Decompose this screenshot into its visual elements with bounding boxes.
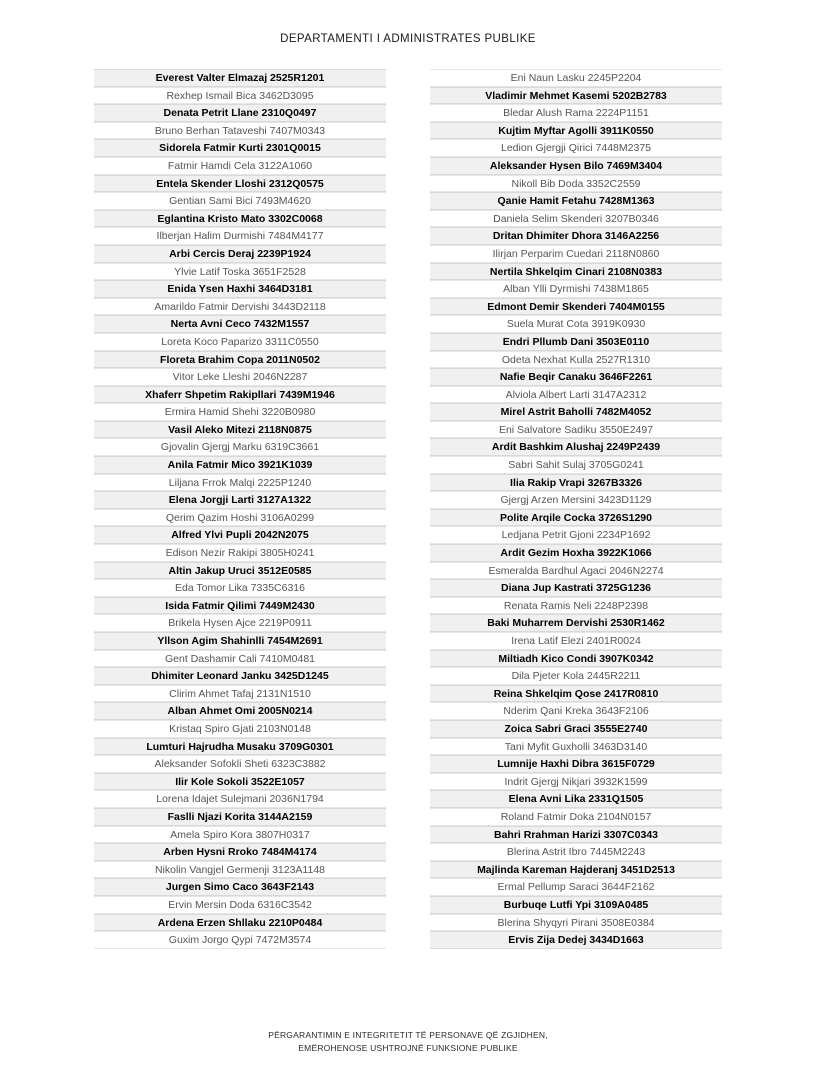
list-item: Aleksander Sofokli Sheti 6323C3882	[94, 755, 386, 773]
list-item: Alviola Albert Larti 3147A2312	[430, 386, 722, 404]
list-item: Kristaq Spiro Gjati 2103N0148	[94, 720, 386, 738]
list-item: Eni Salvatore Sadiku 3550E2497	[430, 421, 722, 439]
list-item: Ilia Rakip Vrapi 3267B3326	[430, 474, 722, 492]
list-item: Diana Jup Kastrati 3725G1236	[430, 579, 722, 597]
list-item: Dhimiter Leonard Janku 3425D1245	[94, 667, 386, 685]
list-item: Bahri Rrahman Harizi 3307C0343	[430, 826, 722, 844]
list-item: Miltiadh Kico Condi 3907K0342	[430, 650, 722, 668]
list-item: Brikela Hysen Ajce 2219P0911	[94, 614, 386, 632]
list-item: Renata Ramis Neli 2248P2398	[430, 597, 722, 615]
list-item: Gent Dashamir Cali 7410M0481	[94, 650, 386, 668]
list-item: Ervin Mersin Doda 6316C3542	[94, 896, 386, 914]
list-item: Denata Petrit Llane 2310Q0497	[94, 104, 386, 122]
list-item: Elena Avni Lika 2331Q1505	[430, 790, 722, 808]
list-item: Gjovalin Gjergj Marku 6319C3661	[94, 438, 386, 456]
list-item: Floreta Brahim Copa 2011N0502	[94, 351, 386, 369]
list-item: Daniela Selim Skenderi 3207B0346	[430, 210, 722, 228]
list-item: Dritan Dhimiter Dhora 3146A2256	[430, 227, 722, 245]
list-item: Elena Jorgji Larti 3127A1322	[94, 491, 386, 509]
list-item: Lumnije Haxhi Dibra 3615F0729	[430, 755, 722, 773]
list-item: Vladimir Mehmet Kasemi 5202B2783	[430, 87, 722, 105]
list-item: Nikolin Vangjel Germenji 3123A1148	[94, 861, 386, 879]
list-item: Sidorela Fatmir Kurti 2301Q0015	[94, 139, 386, 157]
list-item: Lumturi Hajrudha Musaku 3709G0301	[94, 738, 386, 756]
list-item: Edmont Demir Skenderi 7404M0155	[430, 298, 722, 316]
list-item: Odeta Nexhat Kulla 2527R1310	[430, 351, 722, 369]
list-item: Burbuqe Lutfi Ypi 3109A0485	[430, 896, 722, 914]
list-item: Roland Fatmir Doka 2104N0157	[430, 808, 722, 826]
list-item: Ledjana Petrit Gjoni 2234P1692	[430, 526, 722, 544]
list-item: Eglantina Kristo Mato 3302C0068	[94, 210, 386, 228]
list-item: Aleksander Hysen Bilo 7469M3404	[430, 157, 722, 175]
list-item: Blerina Astrit Ibro 7445M2243	[430, 843, 722, 861]
list-item: Nikoll Bib Doda 3352C2559	[430, 175, 722, 193]
list-item: Qanie Hamit Fetahu 7428M1363	[430, 192, 722, 210]
list-item: Indrit Gjergj Nikjari 3932K1599	[430, 773, 722, 791]
list-item: Edison Nezir Rakipi 3805H0241	[94, 544, 386, 562]
list-item: Anila Fatmir Mico 3921K1039	[94, 456, 386, 474]
list-item: Ardit Gezim Hoxha 3922K1066	[430, 544, 722, 562]
list-item: Ervis Zija Dedej 3434D1663	[430, 931, 722, 949]
list-item: Nafie Beqir Canaku 3646F2261	[430, 368, 722, 386]
name-list-columns	[0, 69, 816, 949]
list-item: Ermal Pellump Saraci 3644F2162	[430, 878, 722, 896]
list-item: Eda Tomor Lika 7335C6316	[94, 579, 386, 597]
list-item: Ilir Kole Sokoli 3522E1057	[94, 773, 386, 791]
page-footer	[0, 1029, 816, 1055]
list-item: Zoica Sabri Graci 3555E2740	[430, 720, 722, 738]
list-item: Enida Ysen Haxhi 3464D3181	[94, 280, 386, 298]
list-item: Blerina Shyqyri Pirani 3508E0384	[430, 914, 722, 932]
list-item: Ylvie Latif Toska 3651F2528	[94, 263, 386, 281]
footer-line-2: EMËROHENOSE USHTROJNË FUNKSIONE PUBLIKE	[298, 1043, 518, 1053]
list-item: Kujtim Myftar Agolli 3911K0550	[430, 122, 722, 140]
list-item: Xhaferr Shpetim Rakipllari 7439M1946	[94, 386, 386, 404]
list-item: Mirel Astrit Baholli 7482M4052	[430, 403, 722, 421]
list-item: Entela Skender Lloshi 2312Q0575	[94, 175, 386, 193]
list-item: Nertila Shkelqim Cinari 2108N0383	[430, 263, 722, 281]
list-item: Ardit Bashkim Alushaj 2249P2439	[430, 438, 722, 456]
list-item: Amela Spiro Kora 3807H0317	[94, 826, 386, 844]
list-item: Yllson Agim Shahinlli 7454M2691	[94, 632, 386, 650]
list-item: Bruno Berhan Tataveshi 7407M0343	[94, 122, 386, 140]
list-item: Bledar Alush Rama 2224P1151	[430, 104, 722, 122]
list-item: Jurgen Simo Caco 3643F2143	[94, 878, 386, 896]
list-item: Tani Myfit Guxholli 3463D3140	[430, 738, 722, 756]
list-item: Qerim Qazim Hoshi 3106A0299	[94, 509, 386, 527]
list-item: Liljana Frrok Malqi 2225P1240	[94, 474, 386, 492]
list-item: Esmeralda Bardhul Agaci 2046N2274	[430, 562, 722, 580]
list-item: Guxim Jorgo Qypi 7472M3574	[94, 931, 386, 949]
document-page	[0, 33, 816, 1089]
list-item: Ilirjan Perparim Cuedari 2118N0860	[430, 245, 722, 263]
list-item: Endri Pllumb Dani 3503E0110	[430, 333, 722, 351]
list-item: Ledion Gjergji Qirici 7448M2375	[430, 139, 722, 157]
list-item: Arben Hysni Rroko 7484M4174	[94, 843, 386, 861]
list-item: Faslli Njazi Korita 3144A2159	[94, 808, 386, 826]
right-column	[430, 69, 722, 949]
page-title: DEPARTAMENTI I ADMINISTRATES PUBLIKE	[280, 33, 536, 45]
list-item: Nderim Qani Kreka 3643F2106	[430, 702, 722, 720]
list-item: Suela Murat Cota 3919K0930	[430, 315, 722, 333]
list-item: Arbi Cercis Deraj 2239P1924	[94, 245, 386, 263]
list-item: Majlinda Kareman Hajderanj 3451D2513	[430, 861, 722, 879]
list-item: Gentian Sami Bici 7493M4620	[94, 192, 386, 210]
list-item: Alban Ahmet Omi 2005N0214	[94, 702, 386, 720]
footer-line-1: PËRGARANTIMIN E INTEGRITETIT TË PERSONAVE QË ZGJIDHEN,	[268, 1030, 548, 1040]
list-item: Ermira Hamid Shehi 3220B0980	[94, 403, 386, 421]
list-item: Ardena Erzen Shllaku 2210P0484	[94, 914, 386, 932]
list-item: Isida Fatmir Qilimi 7449M2430	[94, 597, 386, 615]
list-item: Lorena Idajet Sulejmani 2036N1794	[94, 790, 386, 808]
list-item: Irena Latif Elezi 2401R0024	[430, 632, 722, 650]
list-item: Fatmir Hamdi Cela 3122A1060	[94, 157, 386, 175]
list-item: Polite Arqile Cocka 3726S1290	[430, 509, 722, 527]
list-item: Alban Ylli Dyrmishi 7438M1865	[430, 280, 722, 298]
list-item: Sabri Sahit Sulaj 3705G0241	[430, 456, 722, 474]
list-item: Rexhep Ismail Bica 3462D3095	[94, 87, 386, 105]
list-item: Nerta Avni Ceco 7432M1557	[94, 315, 386, 333]
list-item: Vasil Aleko Mitezi 2118N0875	[94, 421, 386, 439]
list-item: Vitor Leke Lleshi 2046N2287	[94, 368, 386, 386]
list-item: Everest Valter Elmazaj 2525R1201	[94, 69, 386, 87]
list-item: Reina Shkelqim Qose 2417R0810	[430, 685, 722, 703]
list-item: Gjergj Arzen Mersini 3423D1129	[430, 491, 722, 509]
list-item: Amarildo Fatmir Dervishi 3443D2118	[94, 298, 386, 316]
list-item: Loreta Koco Paparizo 3311C0550	[94, 333, 386, 351]
list-item: Clirim Ahmet Tafaj 2131N1510	[94, 685, 386, 703]
list-item: Dila Pjeter Kola 2445R2211	[430, 667, 722, 685]
list-item: Altin Jakup Uruci 3512E0585	[94, 562, 386, 580]
list-item: Alfred Ylvi Pupli 2042N2075	[94, 526, 386, 544]
left-column	[94, 69, 386, 949]
list-item: Eni Naun Lasku 2245P2204	[430, 69, 722, 87]
list-item: Baki Muharrem Dervishi 2530R1462	[430, 614, 722, 632]
list-item: Ilberjan Halim Durmishi 7484M4177	[94, 227, 386, 245]
